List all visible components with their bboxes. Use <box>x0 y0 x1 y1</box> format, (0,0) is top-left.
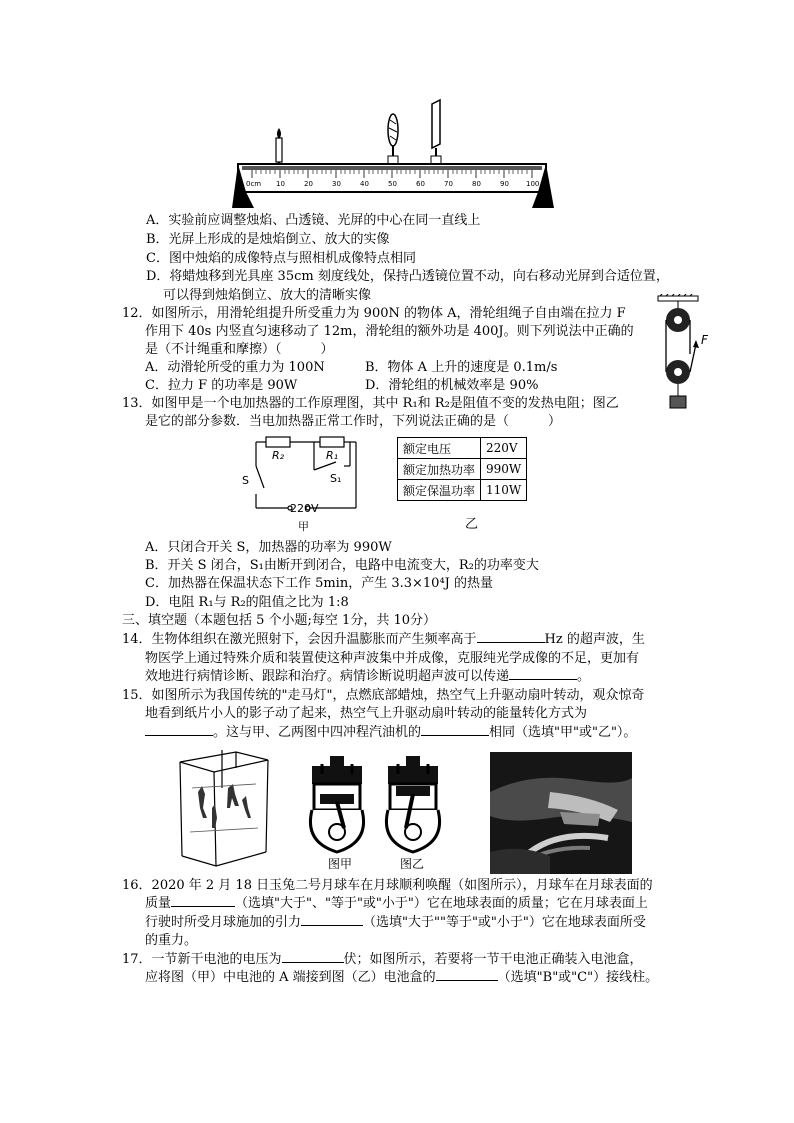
q16-line1: 16．2020 年 2 月 18 日玉兔二号月球车在月球顺利唤醒（如图所示），月球车在月球表面的 <box>122 878 653 893</box>
q11-option-b: B．光屏上形成的是烛焰倒立、放大的实像 <box>146 232 390 247</box>
q13-option-b: B．开关 S 闭合，S₁由断开到闭合，电路中电流变大，R₂的功率变大 <box>145 558 539 573</box>
lantern-figure <box>176 748 272 870</box>
q11-option-d-cont: 可以得到烛焰倒立、放大的清晰实像 <box>163 288 372 303</box>
label-r1: R₁ <box>326 449 339 462</box>
spec-table <box>397 437 527 501</box>
q17-line1: 17．一节新干电池的电压为 伏；如图所示，若要将一节干电池正确装入电池盒， <box>122 952 643 967</box>
ruler-tick-label: 70 <box>444 180 453 188</box>
label-s1: S₁ <box>330 472 342 485</box>
q13-stem-line2: 是它的部分参数．当电加热器正常工作时，下列说法正确的是（ ） <box>145 414 562 429</box>
ruler-tick-label: 60 <box>416 180 425 188</box>
spec-label: 额定保温功率 <box>398 480 481 501</box>
answer-blank[interactable] <box>477 642 545 643</box>
spec-label: 额定电压 <box>398 438 481 459</box>
q15-line2: 地看到纸片小人的影子动了起来，热空气上升驱动扇叶转动的能量转化方式为 <box>145 706 588 721</box>
label-voltage: 220V <box>290 502 319 515</box>
q16-line3: 行驶时所受月球施加的引力 （选填"大于""等于"或"小于"）它在地球表面所受 <box>145 915 646 930</box>
ruler-tick-label: 80 <box>472 180 481 188</box>
ruler-tick-label: 30 <box>332 180 341 188</box>
q13-stem-line1: 13．如图甲是一个电加热器的工作原理图，其中 R₁和 R₂是阻值不变的发热电阻；图乙 <box>122 396 619 411</box>
moon-rover-photo <box>490 752 632 874</box>
fig-jia-label: 图甲 <box>328 857 353 871</box>
table-row <box>398 438 527 459</box>
q15-line1: 15．如图所示为我国传统的"走马灯"，点燃底部蜡烛，热空气上升驱动扇叶转动，观众惊奇 <box>122 688 645 703</box>
answer-blank[interactable] <box>421 735 489 736</box>
ruler-label-0cm: 0cm <box>246 180 262 188</box>
q15-line3: 。这与甲、乙两图中四冲程汽油机的 相同（选填"甲"或"乙"）。 <box>145 724 636 741</box>
ruler-tick-label: 50 <box>388 180 397 188</box>
ruler-tick-label: 90 <box>500 180 509 188</box>
q13-option-d: D．电阻 R₁与 R₂的阻值之比为 1:8 <box>145 595 349 610</box>
ruler-tick-label: 10 <box>276 180 285 188</box>
q13-option-c: C．加热器在保温状态下工作 5min，产生 3.3×10⁴J 的热量 <box>145 576 494 591</box>
caption-yi: 乙 <box>465 517 479 532</box>
q11-option-d: D．将蜡烛移到光具座 35cm 刻度线处，保持凸透镜位置不动，向右移动光屏到合适位置， <box>146 269 669 284</box>
q12-option-c: C．拉力 F 的功率是 90W <box>145 378 298 393</box>
spec-value: 990W <box>481 459 527 480</box>
table-row <box>398 459 527 480</box>
spec-value: 220V <box>481 438 527 459</box>
caption-jia: 甲 <box>298 520 309 532</box>
answer-blank[interactable] <box>509 679 577 680</box>
pulley-figure <box>656 294 712 412</box>
q12-stem-line1: 12．如图所示，用滑轮组提升所受重力为 900N 的物体 A，滑轮组绳子自由端在拉力 F <box>122 306 626 321</box>
engine-diagrams <box>300 752 470 874</box>
q11-option-c: C．图中烛焰的成像特点与照相机成像特点相同 <box>146 251 416 266</box>
q12-stem-line2: 作用下 40s 内竖直匀速移动了 12m，滑轮组的额外功是 400J。则下列说法中正确的 <box>145 324 634 339</box>
answer-blank[interactable] <box>282 962 344 963</box>
q12-option-a: A．动滑轮所受的重力为 100N <box>145 360 325 375</box>
answer-blank[interactable] <box>301 925 363 926</box>
ruler-tick-label: 100 <box>526 180 540 188</box>
optical-bench-figure <box>232 98 562 210</box>
answer-blank[interactable] <box>171 906 235 907</box>
q17-line2: 应将图（甲）中电池的 A 端接到图（乙）电池盒的 （选填"B"或"C"）接线柱。 <box>145 970 659 985</box>
q14-line1: 14．生物体组织在激光照射下，会因升温膨胀而产生频率高于 Hz 的超声波，生 <box>122 632 645 647</box>
table-row <box>398 480 527 501</box>
q16-line2: 质量 （选填"大于"、"等于"或"小于"）它在地球表面的质量；它在月球表面上 <box>145 896 648 911</box>
ruler-tick-label: 20 <box>304 180 313 188</box>
spec-value: 110W <box>481 480 527 501</box>
q16-line4: 的重力。 <box>145 933 198 948</box>
circuit-diagram <box>236 432 376 532</box>
q12-option-d: D．滑轮组的机械效率是 90% <box>365 378 539 393</box>
q14-line3: 效地进行病情诊断、跟踪和治疗。病情诊断说明超声波可以传递 。 <box>145 669 591 684</box>
section-title: 三、填空题（本题包括 5 个小题;每空 1分，共 10分） <box>122 613 436 628</box>
label-s: S <box>242 474 249 487</box>
force-label-f: F <box>701 333 708 347</box>
answer-blank[interactable] <box>145 735 213 736</box>
ruler-tick-label: 40 <box>360 180 369 188</box>
answer-blank[interactable] <box>436 980 498 981</box>
q13-option-a: A．只闭合开关 S，加热器的功率为 990W <box>145 540 392 555</box>
spec-label: 额定加热功率 <box>398 459 481 480</box>
fig-yi-label: 图乙 <box>400 857 425 871</box>
q12-option-b: B．物体 A 上升的速度是 0.1m/s <box>365 360 558 375</box>
label-r2: R₂ <box>272 449 285 462</box>
q14-line2: 物医学上通过特殊介质和装置使这种声波集中并成像，克服纯光学成像的不足，更加有 <box>145 651 640 666</box>
q12-stem-line3: 是（不计绳重和摩擦）（ ） <box>145 342 334 357</box>
q11-option-a: A．实验前应调整烛焰、凸透镜、光屏的中心在同一直线上 <box>146 213 481 228</box>
